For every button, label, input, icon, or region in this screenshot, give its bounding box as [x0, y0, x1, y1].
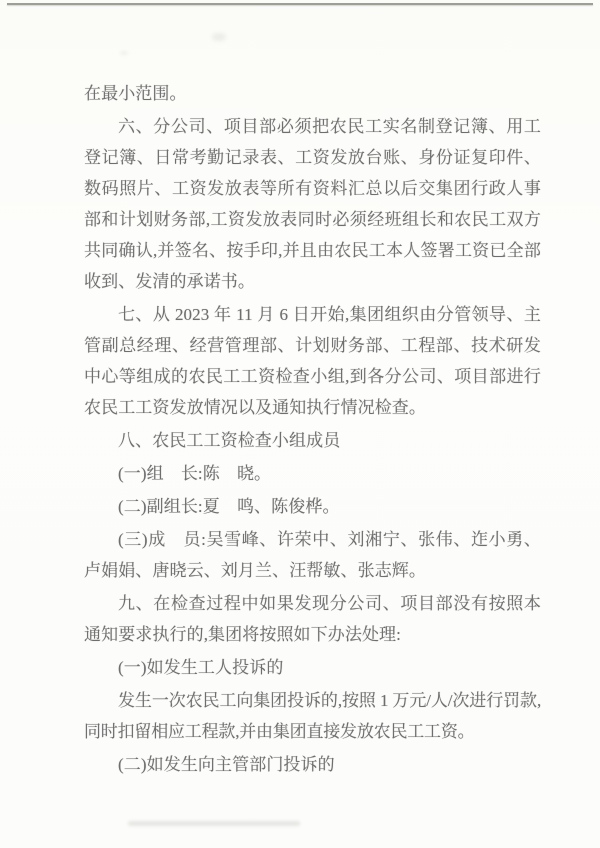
paragraph-item-9: 九、在检查过程中如果发现分公司、项目部没有按照本通知要求执行的,集团将按照如下办法处理: [84, 594, 541, 644]
paragraph-continuation: 在最小范围。 [84, 84, 187, 103]
paragraph-item-7: 七、从 2023 年 11 月 6 日开始,集团组织由分管领导、主管副总经理、经营管理部、计划财务部、工程部、技术研发中心等组成的农民工工资检查小组,到各分公司、项目部进行农民工工资发放情况以及通知执行情况检查。 [84, 305, 541, 417]
paragraph-item-6: 六、分公司、项目部必须把农民工实名制登记簿、用工登记簿、日常考勤记录表、工资发放台账、身份证复印件、数码照片、工资发放表等所有资料汇总以后交集团行政人事部和计划财务部,工资发放表同时必须经班组长和农民工双方共同确认,并签名、按手印,并且由农民工本人签署工资已全部收到、发清的承诺书。 [84, 117, 541, 291]
scan-edge-line [7, 3, 593, 5]
paragraph-group-leader: (一)组 长:陈 晓。 [118, 464, 272, 483]
paragraph-penalty: 发生一次农民工向集团投诉的,按照 1 万元/人/次进行罚款,同时扣留相应工程款,并由集团直接发放农民工工资。 [84, 691, 541, 741]
paragraph-item-8: 八、农民工工资检查小组成员 [118, 431, 341, 450]
paragraph-case-1: (一)如发生工人投诉的 [118, 658, 284, 677]
scan-smudge [212, 33, 226, 41]
bleedthrough-mark [128, 821, 300, 826]
document-body [84, 78, 541, 782]
scan-smudge [120, 51, 128, 55]
paragraph-members: (三)成 员:吴雪峰、许荣中、刘湘宁、张伟、迮小勇、卢娟娟、唐晓云、刘月兰、汪帮敏、张志辉。 [84, 530, 541, 580]
paragraph-case-2: (二)如发生向主管部门投诉的 [118, 755, 335, 774]
paragraph-deputy-leaders: (二)副组长:夏 鸣、陈俊桦。 [118, 497, 340, 516]
